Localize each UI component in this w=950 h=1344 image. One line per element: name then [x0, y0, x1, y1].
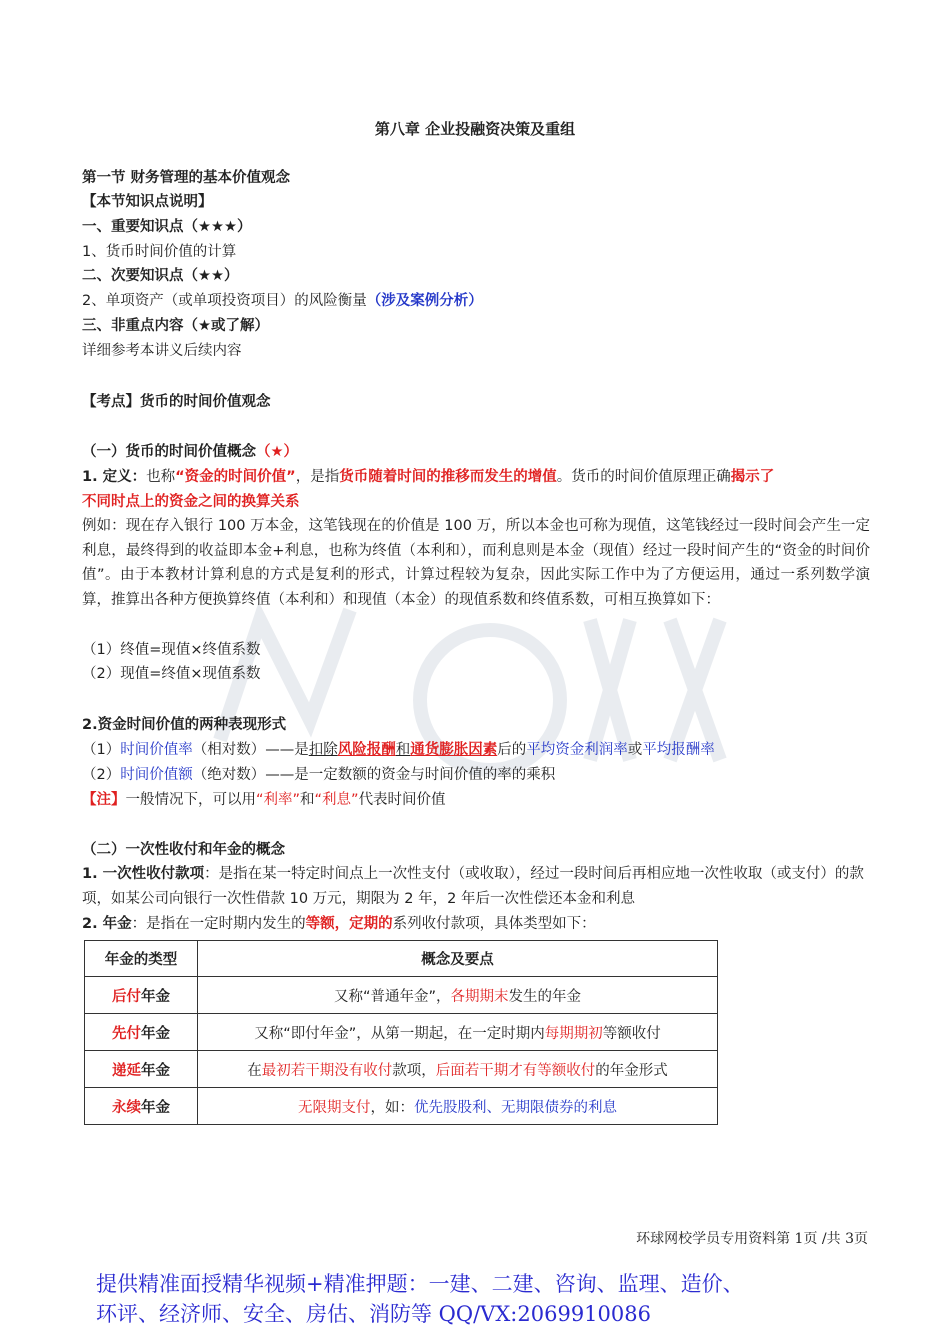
table-row	[85, 977, 718, 1014]
form-term: 时间价值额	[120, 767, 193, 783]
note-text: 一般情况下，可以用	[125, 792, 256, 808]
annuity-desc	[198, 1051, 718, 1088]
desc-text: 款项，	[392, 1062, 436, 1079]
form-term: 平均资金利润率	[526, 742, 628, 758]
form-underline: 扣除	[308, 742, 338, 758]
formula-1: （1）终值=现值×终值系数	[82, 642, 261, 658]
type-text: 年金	[141, 1099, 170, 1116]
note-label: 【注】	[82, 792, 126, 808]
desc-text: 又称“普通年金”，	[333, 988, 451, 1005]
promo-line-2: 环评、经济师、安全、房估、消防等 QQ/VX:2069910086	[96, 1302, 651, 1326]
secondary-item-note: （涉及案例分析）	[366, 293, 483, 309]
definition-highlight: 揭示了	[730, 469, 775, 485]
definition-lead: 1. 定义：	[82, 469, 147, 485]
desc-red: 后面若干期才有等额收付	[435, 1062, 596, 1079]
subsection-2: （二）一次性收付和年金的概念	[82, 842, 285, 858]
form-2	[82, 763, 872, 788]
lump-text: ：是指在某一特定时间点上一次性支付（或收取），经过一段时间后再相应地一次性收取（或支付）的款项，如某公司向银行一次性借款 10 万元，期限为 2 年，2 年后一次性偿还本金和利息	[82, 866, 864, 907]
promo-line-1: 提供精准面授精华视频+精准押题：一建、二建、咨询、监理、造价、	[96, 1272, 744, 1296]
page-footer: 环球网校学员专用资料第 1页 /共 3页	[636, 1231, 868, 1247]
table-header: 年金的类型	[85, 941, 198, 977]
form-number: （1）	[82, 742, 121, 758]
form-text: 后的	[497, 742, 527, 758]
important-heading: 一、重要知识点（★★★）	[82, 219, 252, 235]
form-text: 或	[627, 742, 643, 758]
minor-item: 详细参考本讲义后续内容	[82, 343, 242, 359]
annuity-highlight: 等额，定期的	[305, 916, 393, 932]
annuity-desc	[198, 1014, 718, 1051]
desc-text: ，如：	[370, 1099, 414, 1116]
annuity-text: 系列收付款项，具体类型如下：	[392, 916, 596, 932]
definition-text: 也称	[146, 469, 176, 485]
annuity-type	[85, 1051, 198, 1088]
table-row	[85, 1014, 718, 1051]
chapter-title: 第八章 企业投融资决策及重组	[374, 120, 576, 138]
definition-highlight: “资金的时间价值”	[175, 469, 296, 485]
definition-text: ，是指	[295, 469, 340, 485]
form-text: （相对数）——是	[192, 742, 309, 758]
desc-text: 在	[247, 1062, 262, 1079]
type-red: 永续	[112, 1099, 141, 1116]
type-text: 年金	[141, 988, 170, 1005]
example-paragraph: 例如：现在存入银行 100 万本金，这笔钱现在的价值是 100 万，所以本金也可称为现值，这笔钱经过一段时间会产生一定利息，最终得到的收益即本金+利息，也称为终值（本利和），而利息则是本金（现值）经过一段时间产生的“资金的时间价值”。由于本教材计算利息的方式是复利的形式，计算过程较为复杂，因此实际工作中为了方便运用，通过一系列数学演算，推算出各种方便换算终值（本利和）和现值（本金）的现值系数和终值系数，可相互换算如下：	[82, 518, 870, 608]
note-highlight: “利率”	[256, 792, 301, 808]
kaodian-heading: 【考点】货币的时间价值观念	[82, 394, 271, 410]
form-term: 平均报酬率	[642, 742, 715, 758]
annuity-type	[85, 1088, 198, 1125]
form-number: （2）	[82, 767, 121, 783]
subsection-1-title: （一）货币的时间价值概念	[82, 444, 256, 460]
annuity-desc	[198, 1088, 718, 1125]
note-line	[82, 788, 872, 813]
table-row	[85, 1051, 718, 1088]
secondary-heading: 二、次要知识点（★★）	[82, 268, 239, 284]
desc-red: 各期期末	[450, 988, 509, 1005]
desc-text: 的年金形式	[595, 1062, 668, 1079]
annuity-text: ：是指在一定时期内发生的	[131, 916, 306, 932]
form-highlight: 风险报酬	[337, 742, 396, 758]
form-term: 时间价值率	[120, 742, 193, 758]
note-text: 和	[300, 792, 315, 808]
definition-text: 。货币的时间价值原理正确	[556, 469, 731, 485]
lump-lead: 1. 一次性收付款项	[82, 866, 205, 882]
important-item: 1、货币时间价值的计算	[82, 244, 237, 260]
annuity-type	[85, 977, 198, 1014]
table-row	[85, 1088, 718, 1125]
type-red: 后付	[112, 988, 141, 1005]
note-highlight: “利息”	[314, 792, 359, 808]
annuity-lead: 2. 年金	[82, 916, 132, 932]
subsection-1-star: （★）	[256, 444, 298, 460]
desc-text: 发生的年金	[508, 988, 582, 1005]
note-text: 代表时间价值	[358, 792, 446, 808]
secondary-item	[82, 289, 872, 314]
lump-paragraph	[82, 862, 870, 911]
annuity-desc	[198, 977, 718, 1014]
annuity-line	[82, 912, 872, 937]
annuity-table	[84, 940, 718, 1125]
secondary-item-text: 2、单项资产（或单项投资项目）的风险衡量	[82, 293, 367, 309]
definition-highlight: 货币随着时间的推移而发生的增值	[339, 469, 557, 485]
form-highlight: 通货膨胀因素	[410, 742, 498, 758]
type-text: 年金	[141, 1062, 170, 1079]
form-1	[82, 738, 872, 763]
definition-paragraph	[82, 465, 870, 514]
form-text: （绝对数）——是一定数额的资金与时间价值的率的乘积	[192, 767, 556, 783]
annuity-type	[85, 1014, 198, 1051]
desc-red: 最初若干期没有收付	[261, 1062, 393, 1079]
minor-heading: 三、非重点内容（★或了解）	[82, 318, 269, 334]
type-text: 年金	[141, 1025, 170, 1042]
form-underline: 和	[395, 742, 411, 758]
desc-text: 又称“即付年金”，从第一期起，在一定时期内	[254, 1025, 545, 1042]
section-title: 第一节 财务管理的基本价值观念	[82, 170, 291, 186]
forms-heading: 2.资金时间价值的两种表现形式	[82, 717, 287, 733]
kp-header: 【本节知识点说明】	[82, 194, 213, 210]
desc-blue: 优先股股利、无期限债券的利息	[414, 1099, 617, 1116]
desc-text: 等额收付	[602, 1025, 661, 1042]
formula-2: （2）现值=终值×现值系数	[82, 666, 261, 682]
table-header-row	[85, 941, 718, 977]
type-red: 递延	[112, 1062, 141, 1079]
type-red: 先付	[112, 1025, 141, 1042]
subsection-1	[82, 440, 872, 465]
table-header: 概念及要点	[198, 941, 718, 977]
desc-red: 每期期初	[544, 1025, 603, 1042]
definition-highlight: 不同时点上的资金之间的换算关系	[82, 493, 300, 510]
desc-red: 无限期支付	[298, 1099, 371, 1116]
